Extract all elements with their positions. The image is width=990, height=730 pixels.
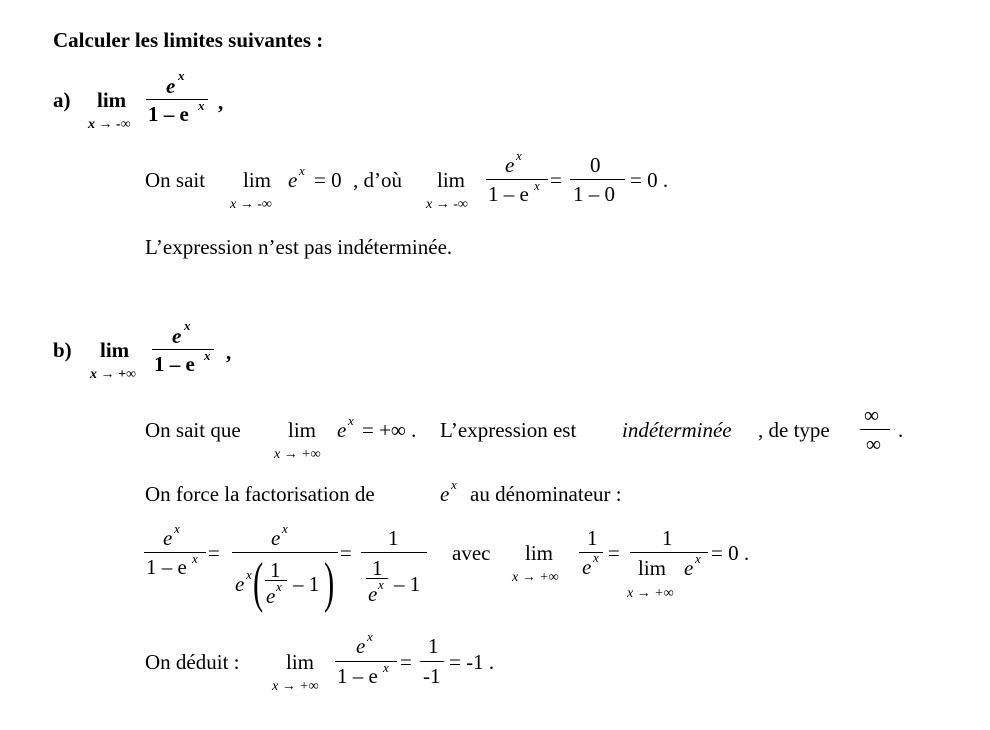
page-title: Calculer les limites suivantes :	[53, 28, 324, 52]
fraction-denominator: 1 – e x	[154, 348, 211, 376]
result-text: = 0 .	[711, 541, 750, 565]
text-eq-zero: = 0	[314, 168, 342, 192]
fraction-denominator: 1 – e x	[146, 551, 198, 579]
lim-subscript: x → -∞	[230, 197, 272, 212]
part-b-label: b)	[53, 338, 72, 362]
result-text: = 0 .	[630, 168, 669, 192]
fraction-numerator: 0	[590, 153, 601, 177]
part-a-line2: L’expression n’est pas indéterminée.	[145, 235, 453, 259]
right-parenthesis: )	[324, 552, 335, 614]
fraction-bar	[860, 429, 890, 430]
lim-subscript: x → +∞	[90, 367, 136, 382]
fraction-numerator: e x	[163, 521, 180, 550]
text-dou: , d’où	[353, 168, 402, 192]
fraction-denominator: ∞	[866, 432, 881, 456]
period: .	[898, 418, 904, 442]
fraction-numerator: e x	[271, 521, 288, 550]
minus-one: – 1	[293, 572, 320, 596]
comma: ,	[218, 90, 224, 114]
fraction-denominator: 1 – e x	[488, 178, 540, 206]
inner-denominator: e x	[266, 579, 282, 608]
fraction-denominator: -1	[423, 664, 441, 688]
equals-sign: =	[608, 541, 620, 565]
fraction-numerator: 1	[587, 526, 598, 550]
inner-numerator: 1	[270, 558, 281, 582]
fraction-denominator: e x	[582, 550, 599, 579]
text-eq-plus-inf: = +∞ .	[362, 418, 417, 442]
inner-fraction-bar	[366, 578, 388, 579]
lim-subscript: x → +∞	[274, 447, 321, 462]
fraction-denominator: 1 – 0	[573, 182, 615, 206]
exp-term: e x	[235, 567, 252, 596]
fraction-numerator: e x	[505, 148, 522, 177]
fraction-numerator: 1	[428, 634, 439, 658]
lim-subscript: x → +∞	[512, 570, 559, 585]
lim-operator: lim	[288, 418, 317, 442]
lim-operator: lim	[525, 541, 554, 565]
fraction-bar	[570, 179, 625, 180]
fraction-denominator: 1 – e x	[148, 98, 205, 126]
lim-operator: lim	[243, 168, 272, 192]
exp-term: e x	[440, 477, 457, 506]
fraction-bar	[420, 661, 444, 662]
equals-sign: =	[340, 541, 352, 565]
comma: ,	[226, 340, 232, 364]
fraction-numerator: 1	[388, 526, 399, 550]
text-on-deduit: On déduit :	[145, 650, 240, 674]
fraction-bar	[579, 552, 603, 553]
lim-subscript: x → -∞	[88, 117, 131, 132]
lim-operator: lim	[286, 650, 315, 674]
equals-sign: =	[400, 650, 412, 674]
lim-subscript: x → +∞	[627, 586, 674, 601]
fraction-numerator: e x	[166, 68, 185, 98]
text-on-sait: On sait	[145, 168, 206, 192]
equals-sign: =	[208, 541, 220, 565]
fraction-numerator: ∞	[864, 403, 879, 427]
text-on-sait-que: On sait que	[145, 418, 241, 442]
fraction-numerator: e x	[172, 318, 191, 348]
part-a-label: a)	[53, 88, 71, 112]
text-on-force: On force la factorisation de	[145, 482, 375, 506]
equals-sign: =	[550, 168, 562, 192]
inner-denominator: e x	[368, 577, 384, 606]
text-expression-est: L’expression est	[440, 418, 577, 442]
lim-operator: lim	[638, 556, 667, 580]
lim-operator: lim	[437, 168, 466, 192]
fraction-numerator: 1	[662, 526, 673, 550]
text-de-type: , de type	[758, 418, 830, 442]
exp-term: e x	[288, 163, 305, 192]
lim-subscript: x → -∞	[426, 197, 468, 212]
lim-operator: lim	[100, 338, 130, 362]
text-au-denominateur: au dénominateur :	[470, 482, 622, 506]
exp-term: e x	[684, 551, 701, 580]
result-text: = -1 .	[449, 650, 495, 674]
left-parenthesis: (	[253, 552, 264, 614]
fraction-bar	[232, 552, 338, 553]
inner-numerator: 1	[372, 556, 383, 580]
text-indeterminee: indéterminée	[622, 418, 732, 442]
lim-operator: lim	[97, 88, 127, 112]
fraction-bar	[361, 552, 427, 553]
text-avec: avec	[452, 541, 491, 565]
lim-subscript: x → +∞	[272, 679, 319, 694]
fraction-numerator: e x	[356, 629, 373, 658]
minus-one: – 1	[394, 572, 421, 596]
exp-term: e x	[337, 413, 354, 442]
fraction-denominator: 1 – e x	[337, 660, 389, 688]
